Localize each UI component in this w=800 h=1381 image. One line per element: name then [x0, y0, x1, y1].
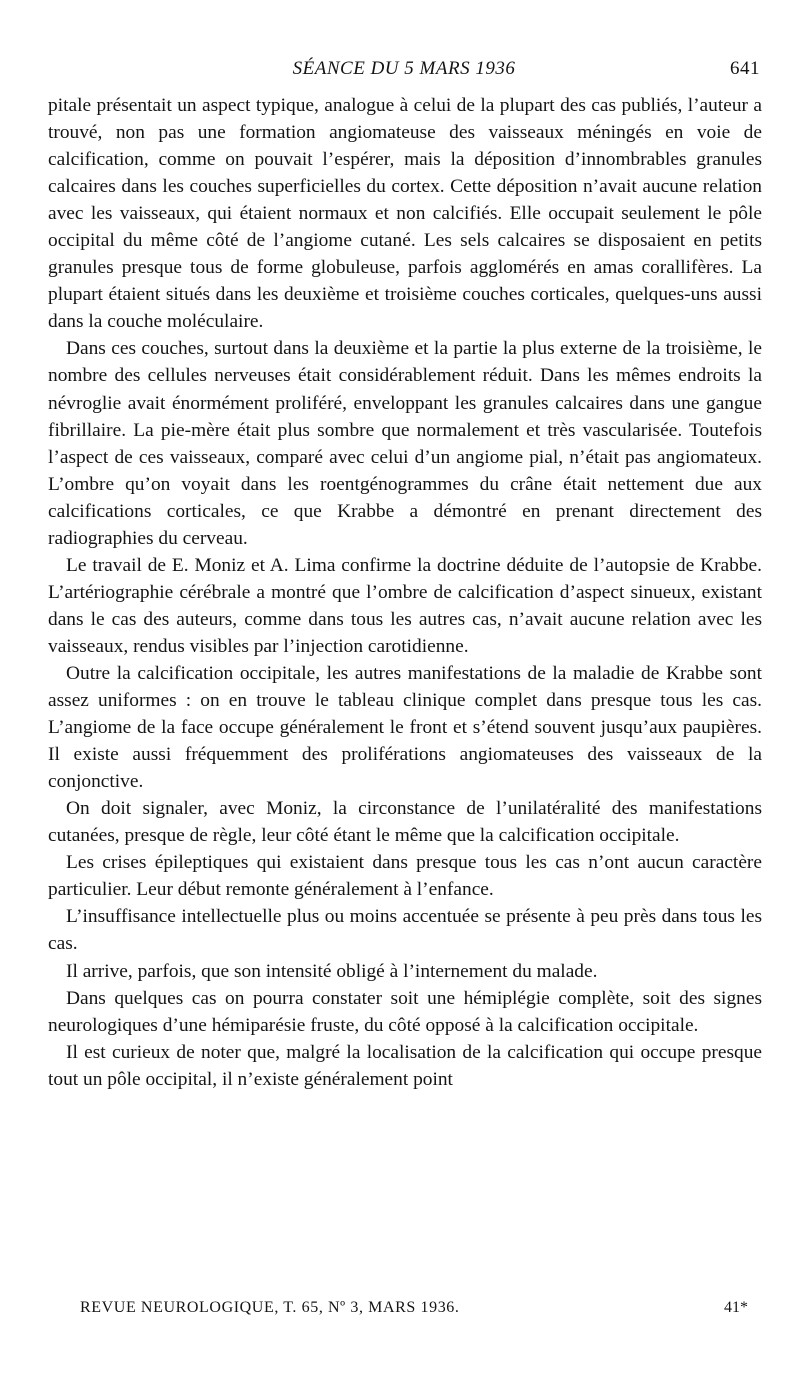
- paragraph: pitale présentait un aspect typique, analogue à celui de la plupart des cas publiés, l’auteur a trouvé, non pas une formation angiomateuse des vaisseaux méningés en voie de calcification, comme on pouvait l’espérer, mais la déposition d’innombrables granules calcaires dans les couches superficielles du cortex. Cette déposition n’avait aucune relation avec les vaisseaux, qui étaient normaux et non calcifiés. Elle occupait seulement le pôle occipital du même côté de l’angiome cutané. Les sels calcaires se disposaient en petits granules presque tous de forme globuleuse, parfois agglomérés en amas corallifères. La plupart étaient situés dans les deuxième et troisième couches corticales, quelques-uns aussi dans la couche moléculaire.: [48, 95, 762, 333]
- running-title: SÉANCE DU 5 MARS 1936: [292, 58, 516, 79]
- paragraph: Outre la calcification occipitale, les autres manifestations de la maladie de Krabbe sont assez uniformes : on en trouve le tableau clinique complet dans presque tous les cas. L’angiome de la face occupe généralement le front et s’étend souvent jusqu’aux paupières. Il existe aussi fréquemment des proliférations angiomateuses des vaisseaux de la conjonctive.: [48, 662, 762, 793]
- paragraph: Le travail de E. Moniz et A. Lima confirme la doctrine déduite de l’autopsie de Krabbe. L’artériographie cérébrale a montré que l’ombre de calcification d’aspect sinueux, existant dans le cas des auteurs, comme dans tous les autres cas, n’avait aucune relation avec les vaisseaux, rendus visibles par l’injection carotidienne.: [48, 554, 762, 657]
- journal-citation: REVUE NEUROLOGIQUE, T. 65, Nº 3, MARS 1936.: [80, 1299, 460, 1316]
- paragraph: Il arrive, parfois, que son intensité obligé à l’internement du malade.: [66, 960, 598, 982]
- paragraph: Les crises épileptiques qui existaient dans presque tous les cas n’ont aucun caractère particulier. Leur début remonte généralement à l’enfance.: [48, 852, 762, 901]
- paragraph: On doit signaler, avec Moniz, la circonstance de l’unilatéralité des manifestations cutanées, presque de règle, leur côté étant le même que la calcification occipitale.: [48, 798, 762, 847]
- body-text: [48, 92, 762, 1093]
- paragraph: L’insuffisance intellectuelle plus ou moins accentuée se présente à peu près dans tous les cas.: [48, 906, 762, 955]
- running-head: [48, 58, 760, 86]
- paragraph: Dans ces couches, surtout dans la deuxième et la partie la plus externe de la troisième, le nombre des cellules nerveuses était considérablement réduit. Dans les mêmes endroits la névroglie avait énormément proliféré, enveloppant les granules calcaires dans une gangue fibrillaire. La pie-mère était plus sombre que normalement et très vascularisée. Toutefois l’aspect de ces vaisseaux, comparé avec celui d’un angiome pial, n’était pas angiomateux. L’ombre qu’on voyait dans les roentgénogrammes du crâne était nettement due aux calcifications corticales, ce que Krabbe a démontré en prenant directement des radiographies du cerveau.: [48, 338, 762, 549]
- paragraph: Dans quelques cas on pourra constater soit une hémiplégie complète, soit des signes neurologiques d’une hémiparésie fruste, du côté opposé à la calcification occipitale.: [48, 987, 762, 1036]
- signature-mark: 41*: [724, 1299, 748, 1316]
- page-number: 641: [730, 58, 760, 79]
- page-footer: [80, 1299, 748, 1325]
- paragraph: Il est curieux de noter que, malgré la localisation de la calcification qui occupe presque tout un pôle occipital, il n’existe généralement point: [48, 1041, 762, 1090]
